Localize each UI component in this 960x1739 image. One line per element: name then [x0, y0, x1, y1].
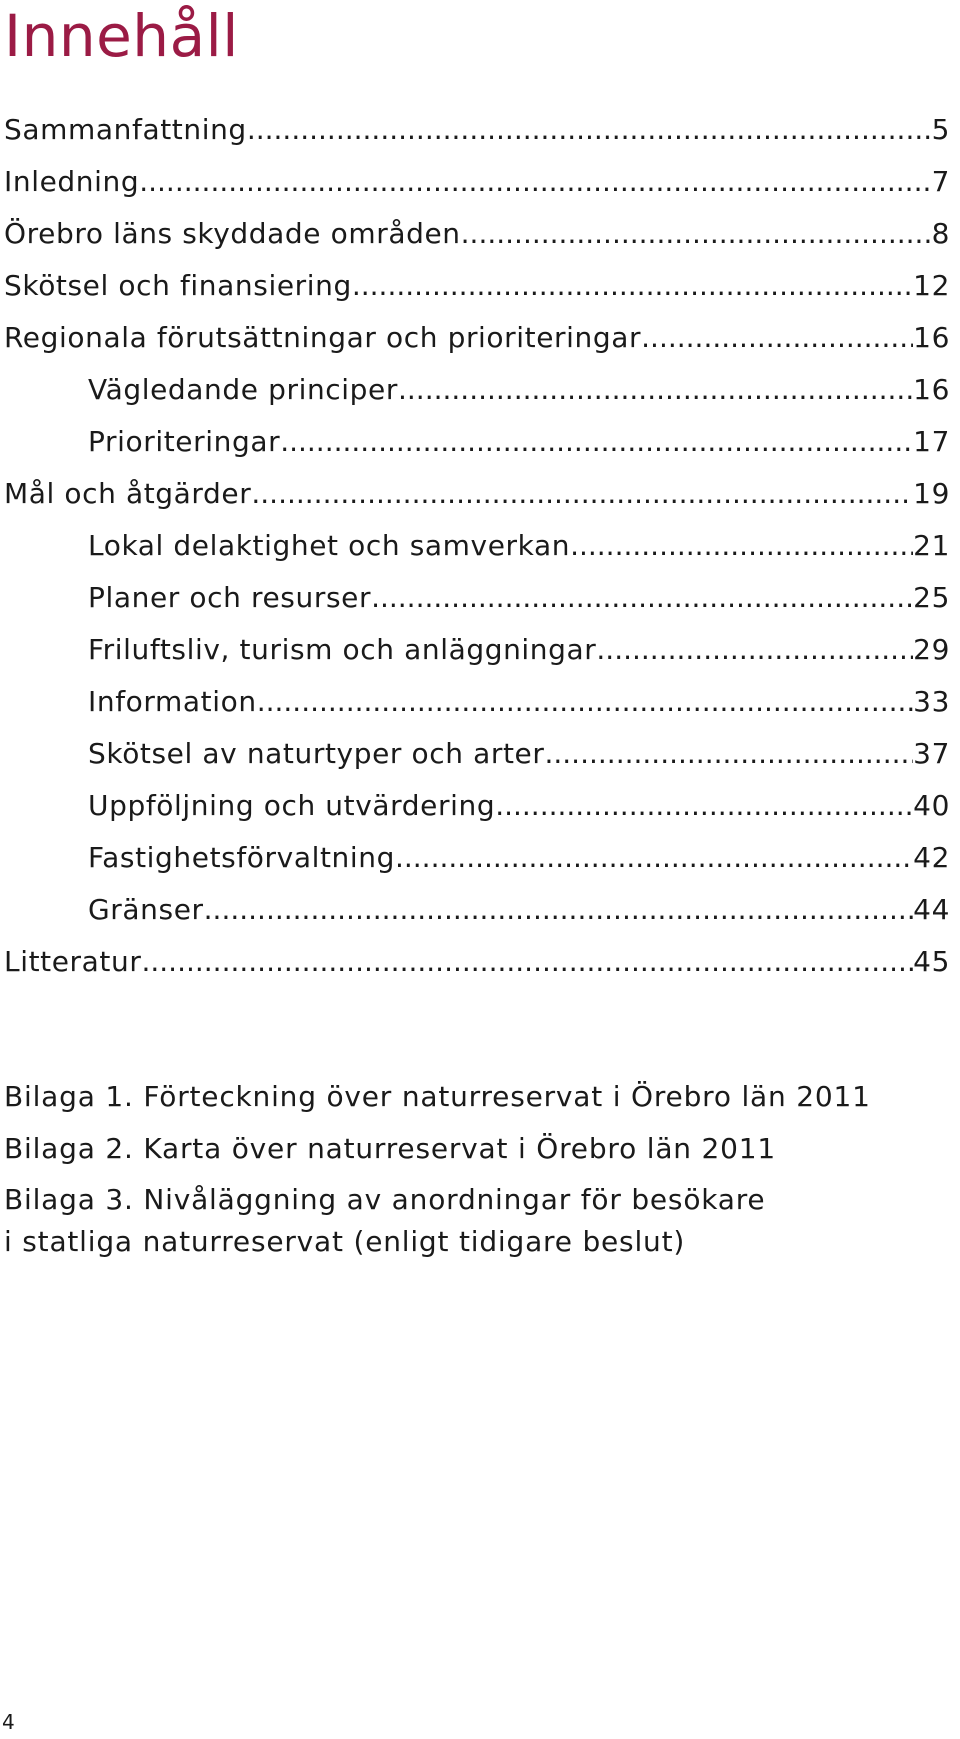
- appendix-line: Bilaga 2. Karta över naturreservat i Örebro län 2011: [4, 1132, 776, 1165]
- toc-entry-label: Gränser: [88, 893, 204, 926]
- toc-entry-page: 16: [913, 373, 950, 406]
- toc-dot-leader: [204, 884, 914, 936]
- toc-entry-page: 17: [913, 425, 950, 458]
- toc-entry-page: 44: [913, 893, 950, 926]
- toc-entry[interactable]: [4, 884, 950, 936]
- appendix-line: i statliga naturreservat (enligt tidigare beslut): [4, 1225, 686, 1258]
- toc-entry[interactable]: [4, 780, 950, 832]
- toc-entry[interactable]: [4, 728, 950, 780]
- toc-entry-label: Lokal delaktighet och samverkan: [88, 529, 571, 562]
- toc-entry[interactable]: [4, 624, 950, 676]
- toc-dot-leader: [251, 468, 913, 520]
- toc-entry-label: Regionala förutsättningar och prioriteringar: [4, 321, 642, 354]
- toc-entry-page: 37: [913, 737, 950, 770]
- toc-entry-label: Vägledande principer: [88, 373, 398, 406]
- page-title: Innehåll: [4, 2, 239, 70]
- appendix-item: [4, 1123, 954, 1175]
- toc-entry-label: Uppföljning och utvärdering: [88, 789, 496, 822]
- toc-entry[interactable]: [4, 208, 950, 260]
- toc-entry[interactable]: [4, 260, 950, 312]
- toc-entry[interactable]: [4, 572, 950, 624]
- appendix-line: Bilaga 1. Förteckning över naturreservat i Örebro län 2011: [4, 1080, 871, 1113]
- toc-entry[interactable]: [4, 364, 950, 416]
- toc-entry-label: Litteratur: [4, 945, 142, 978]
- toc-dot-leader: [141, 936, 913, 988]
- appendix-line: Bilaga 3. Nivåläggning av anordningar för besökare: [4, 1183, 766, 1216]
- toc-dot-leader: [352, 260, 913, 312]
- toc-dot-leader: [596, 624, 913, 676]
- toc-dot-leader: [371, 572, 913, 624]
- toc-entry-label: Planer och resurser: [88, 581, 372, 614]
- toc-dot-leader: [257, 676, 913, 728]
- toc-entry[interactable]: [4, 312, 950, 364]
- toc-entry-label: Mål och åtgärder: [4, 477, 252, 510]
- toc-entry-label: Information: [88, 685, 257, 718]
- toc-entry-label: Skötsel av naturtyper och arter: [88, 737, 545, 770]
- toc-entry[interactable]: [4, 104, 950, 156]
- toc-dot-leader: [398, 364, 913, 416]
- toc-dot-leader: [461, 208, 932, 260]
- appendix-item: [4, 1071, 954, 1123]
- toc-entry-page: 7: [931, 165, 950, 198]
- toc-dot-leader: [280, 416, 913, 468]
- toc-entry-page: 12: [913, 269, 950, 302]
- toc-entry-page: 25: [913, 581, 950, 614]
- toc-entry[interactable]: [4, 676, 950, 728]
- toc-entry-label: Sammanfattning: [4, 113, 247, 146]
- appendix-list: [4, 1071, 954, 1263]
- toc-entry[interactable]: [4, 520, 950, 572]
- toc-entry-page: 16: [913, 321, 950, 354]
- toc-entry-label: Prioriteringar: [88, 425, 281, 458]
- toc-entry-page: 19: [913, 477, 950, 510]
- toc-entry-page: 42: [913, 841, 950, 874]
- toc-entry-page: 45: [913, 945, 950, 978]
- toc-dot-leader: [641, 312, 913, 364]
- toc-entry-page: 5: [931, 113, 950, 146]
- toc-entry-page: 29: [913, 633, 950, 666]
- toc-dot-leader: [139, 156, 931, 208]
- toc-entry[interactable]: [4, 832, 950, 884]
- toc-entry-label: Örebro läns skyddade områden: [4, 217, 461, 250]
- toc-entry[interactable]: [4, 936, 950, 988]
- toc-entry-label: Inledning: [4, 165, 140, 198]
- toc-entry-label: Friluftsliv, turism och anläggningar: [88, 633, 597, 666]
- page-number: 4: [2, 1710, 15, 1734]
- toc-dot-leader: [395, 832, 913, 884]
- appendix-item: [4, 1175, 954, 1263]
- toc-dot-leader: [495, 780, 913, 832]
- toc-entry-page: 40: [913, 789, 950, 822]
- toc-entry-page: 8: [931, 217, 950, 250]
- toc-entry-label: Fastighetsförvaltning: [88, 841, 395, 874]
- toc-entry-page: 33: [913, 685, 950, 718]
- toc-entry[interactable]: [4, 468, 950, 520]
- toc-entry-page: 21: [913, 529, 950, 562]
- toc-dot-leader: [570, 520, 913, 572]
- toc-dot-leader: [544, 728, 913, 780]
- toc-entry-label: Skötsel och finansiering: [4, 269, 352, 302]
- toc-dot-leader: [247, 104, 932, 156]
- table-of-contents: [4, 104, 950, 988]
- toc-entry[interactable]: [4, 416, 950, 468]
- toc-entry[interactable]: [4, 156, 950, 208]
